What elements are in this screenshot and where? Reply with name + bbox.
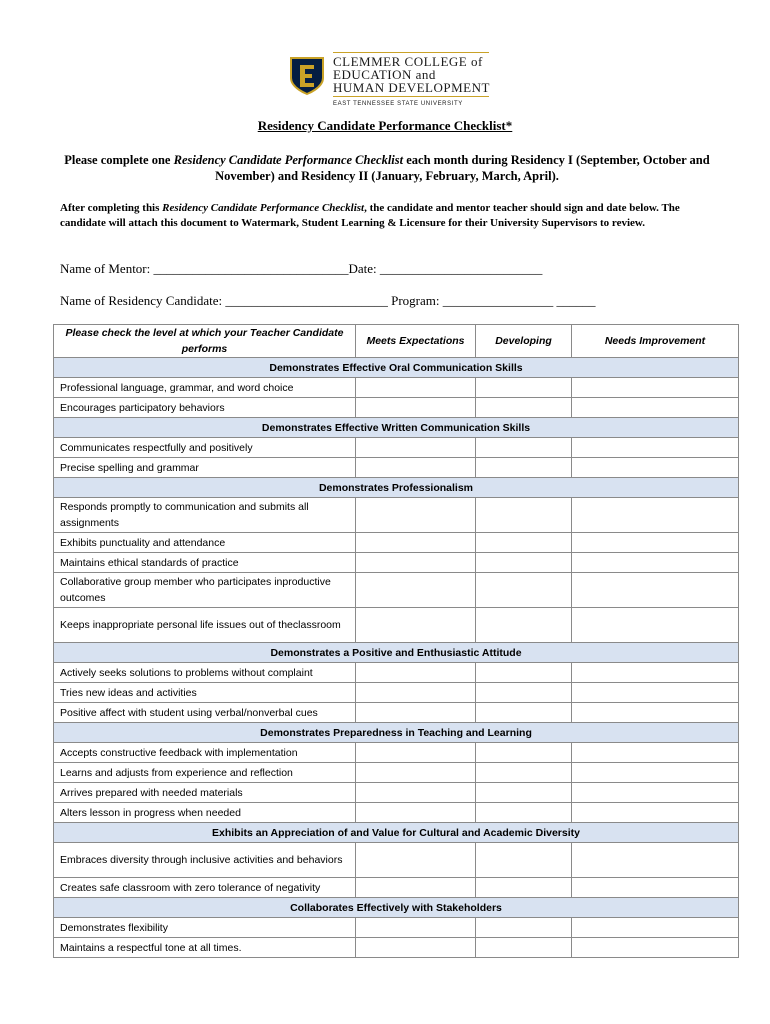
- table-row: [54, 843, 739, 878]
- rating-cell-meets-expectations[interactable]: [356, 498, 476, 533]
- criterion-label: Communicates respectfully and positively: [54, 438, 356, 458]
- rating-cell-meets-expectations[interactable]: [356, 573, 476, 608]
- rating-cell-needs-improvement[interactable]: [572, 763, 739, 783]
- checklist-body: [54, 358, 739, 958]
- rating-cell-developing[interactable]: [476, 458, 572, 478]
- rating-cell-developing[interactable]: [476, 703, 572, 723]
- rating-cell-needs-improvement[interactable]: [572, 573, 739, 608]
- rating-cell-needs-improvement[interactable]: [572, 878, 739, 898]
- table-row: [54, 938, 739, 958]
- rating-cell-developing[interactable]: [476, 378, 572, 398]
- rating-cell-meets-expectations[interactable]: [356, 438, 476, 458]
- section-header-row: [54, 358, 739, 378]
- rating-cell-meets-expectations[interactable]: [356, 763, 476, 783]
- intro-instructions: [62, 152, 712, 184]
- criterion-label: Alters lesson in progress when needed: [54, 803, 356, 823]
- mentor-date-field[interactable]: Name of Mentor: ______________________________Date: _________________________: [60, 261, 543, 276]
- rating-cell-meets-expectations[interactable]: [356, 938, 476, 958]
- table-row: [54, 918, 739, 938]
- rating-cell-developing[interactable]: [476, 803, 572, 823]
- rating-cell-developing[interactable]: [476, 608, 572, 643]
- section-title: Demonstrates Professionalism: [54, 478, 739, 498]
- section-title: Collaborates Effectively with Stakeholders: [54, 898, 739, 918]
- etsu-shield-icon: [289, 56, 325, 96]
- rating-cell-needs-improvement[interactable]: [572, 783, 739, 803]
- rating-cell-developing[interactable]: [476, 878, 572, 898]
- table-row: [54, 803, 739, 823]
- table-row: [54, 763, 739, 783]
- intro-text-1: Please complete one: [64, 153, 174, 167]
- criterion-label: Accepts constructive feedback with implementation: [54, 743, 356, 763]
- section-title: Demonstrates Effective Oral Communication Skills: [54, 358, 739, 378]
- rating-cell-meets-expectations[interactable]: [356, 533, 476, 553]
- rating-cell-needs-improvement[interactable]: [572, 398, 739, 418]
- rating-cell-developing[interactable]: [476, 573, 572, 608]
- section-title: Exhibits an Appreciation of and Value for Cultural and Academic Diversity: [54, 823, 739, 843]
- criterion-label: Actively seeks solutions to problems without complaint: [54, 663, 356, 683]
- rating-cell-developing[interactable]: [476, 743, 572, 763]
- criterion-label: Creates safe classroom with zero tolerance of negativity: [54, 878, 356, 898]
- section-header-row: [54, 643, 739, 663]
- table-row: [54, 608, 739, 643]
- criterion-label: Exhibits punctuality and attendance: [54, 533, 356, 553]
- signing-instructions: [60, 201, 720, 230]
- table-row: [54, 533, 739, 553]
- para-checklist-name: Residency Candidate Performance Checklist: [162, 202, 365, 214]
- rating-cell-meets-expectations[interactable]: [356, 663, 476, 683]
- rating-cell-developing[interactable]: [476, 918, 572, 938]
- rating-cell-meets-expectations[interactable]: [356, 398, 476, 418]
- criterion-label: Keeps inappropriate personal life issues out of theclassroom: [54, 608, 356, 643]
- column-needs-improvement: Needs Improvement: [572, 325, 739, 358]
- criterion-label: Arrives prepared with needed materials: [54, 783, 356, 803]
- section-title: Demonstrates a Positive and Enthusiastic Attitude: [54, 643, 739, 663]
- rating-cell-needs-improvement[interactable]: [572, 683, 739, 703]
- criterion-label: Embraces diversity through inclusive activities and behaviors: [54, 843, 356, 878]
- table-row: [54, 498, 739, 533]
- table-row: [54, 438, 739, 458]
- rating-cell-developing[interactable]: [476, 763, 572, 783]
- para-text-1: After completing this: [60, 202, 163, 214]
- criterion-label: Tries new ideas and activities: [54, 683, 356, 703]
- rating-cell-needs-improvement[interactable]: [572, 743, 739, 763]
- rating-cell-developing[interactable]: [476, 783, 572, 803]
- candidate-program-field[interactable]: Name of Residency Candidate: _________________________ Program: _________________ ______: [60, 293, 596, 308]
- rating-cell-meets-expectations[interactable]: [356, 803, 476, 823]
- table-row: [54, 663, 739, 683]
- criterion-label: Collaborative group member who participates inproductive outcomes: [54, 573, 356, 608]
- rating-cell-developing[interactable]: [476, 498, 572, 533]
- column-developing: Developing: [476, 325, 572, 358]
- rating-cell-meets-expectations[interactable]: [356, 918, 476, 938]
- table-row: [54, 683, 739, 703]
- rating-cell-needs-improvement[interactable]: [572, 918, 739, 938]
- rating-cell-needs-improvement[interactable]: [572, 703, 739, 723]
- table-row: [54, 783, 739, 803]
- section-header-row: [54, 418, 739, 438]
- rating-cell-developing[interactable]: [476, 683, 572, 703]
- rating-cell-needs-improvement[interactable]: [572, 458, 739, 478]
- logo-bottom-rule: [333, 96, 489, 97]
- rating-cell-developing[interactable]: [476, 843, 572, 878]
- rating-cell-meets-expectations[interactable]: [356, 683, 476, 703]
- rating-cell-meets-expectations[interactable]: [356, 743, 476, 763]
- table-row: [54, 378, 739, 398]
- criterion-label: Precise spelling and grammar: [54, 458, 356, 478]
- rating-cell-meets-expectations[interactable]: [356, 378, 476, 398]
- rating-cell-developing[interactable]: [476, 663, 572, 683]
- rating-cell-needs-improvement[interactable]: [572, 663, 739, 683]
- section-title: Demonstrates Effective Written Communication Skills: [54, 418, 739, 438]
- instruction-cell: Please check the level at which your Teacher Candidate performs: [54, 325, 356, 358]
- rating-cell-meets-expectations[interactable]: [356, 553, 476, 573]
- rating-cell-needs-improvement[interactable]: [572, 803, 739, 823]
- rating-cell-needs-improvement[interactable]: [572, 938, 739, 958]
- rating-cell-developing[interactable]: [476, 398, 572, 418]
- criterion-label: Demonstrates flexibility: [54, 918, 356, 938]
- criterion-label: Maintains a respectful tone at all times.: [54, 938, 356, 958]
- rating-cell-needs-improvement[interactable]: [572, 553, 739, 573]
- intro-checklist-name: Residency Candidate Performance Checklist: [173, 153, 404, 167]
- section-header-row: [54, 723, 739, 743]
- table-header-row: [54, 325, 739, 358]
- section-header-row: [54, 898, 739, 918]
- criterion-label: Responds promptly to communication and submits all assignments: [54, 498, 356, 533]
- rating-cell-needs-improvement[interactable]: [572, 533, 739, 553]
- intro-text-2: each month during Residency I (September, October and November) and Residency II (January, February, March, April).: [215, 153, 710, 183]
- document-title: Residency Candidate Performance Checklist*: [257, 118, 513, 133]
- table-row: [54, 573, 739, 608]
- criterion-label: Maintains ethical standards of practice: [54, 553, 356, 573]
- section-header-row: [54, 823, 739, 843]
- para-text-2: , the candidate and mentor teacher should sign and date below. The candidate will attach this document to Watermark, Student Learning & Licensure for their University Supervisors to review.: [60, 202, 680, 229]
- table-row: [54, 553, 739, 573]
- criterion-label: Professional language, grammar, and word choice: [54, 378, 356, 398]
- table-row: [54, 458, 739, 478]
- rating-cell-developing[interactable]: [476, 438, 572, 458]
- logo-top-rule: [333, 52, 489, 53]
- rating-cell-meets-expectations[interactable]: [356, 703, 476, 723]
- logo-line-1: CLEMMER COLLEGE of: [333, 54, 483, 69]
- rating-cell-meets-expectations[interactable]: [356, 878, 476, 898]
- rating-cell-needs-improvement[interactable]: [572, 843, 739, 878]
- college-logo: [289, 52, 489, 110]
- section-title: Demonstrates Preparedness in Teaching and Learning: [54, 723, 739, 743]
- rating-cell-meets-expectations[interactable]: [356, 458, 476, 478]
- criterion-label: Positive affect with student using verbal/nonverbal cues: [54, 703, 356, 723]
- section-header-row: [54, 478, 739, 498]
- criterion-label: Encourages participatory behaviors: [54, 398, 356, 418]
- rating-cell-needs-improvement[interactable]: [572, 438, 739, 458]
- rating-cell-developing[interactable]: [476, 533, 572, 553]
- rating-cell-developing[interactable]: [476, 553, 572, 573]
- table-row: [54, 703, 739, 723]
- rating-cell-needs-improvement[interactable]: [572, 608, 739, 643]
- rating-cell-developing[interactable]: [476, 938, 572, 958]
- rating-cell-meets-expectations[interactable]: [356, 608, 476, 643]
- rating-cell-needs-improvement[interactable]: [572, 498, 739, 533]
- logo-line-3: HUMAN DEVELOPMENT: [333, 80, 490, 95]
- column-meets-expectations: Meets Expectations: [356, 325, 476, 358]
- rating-cell-needs-improvement[interactable]: [572, 378, 739, 398]
- performance-checklist-table: [53, 324, 739, 958]
- table-row: [54, 743, 739, 763]
- logo-line-4: EAST TENNESSEE STATE UNIVERSITY: [333, 101, 463, 107]
- rating-cell-meets-expectations[interactable]: [356, 843, 476, 878]
- criterion-label: Learns and adjusts from experience and reflection: [54, 763, 356, 783]
- rating-cell-meets-expectations[interactable]: [356, 783, 476, 803]
- table-row: [54, 878, 739, 898]
- table-row: [54, 398, 739, 418]
- logo-line-2: EDUCATION and: [333, 67, 436, 82]
